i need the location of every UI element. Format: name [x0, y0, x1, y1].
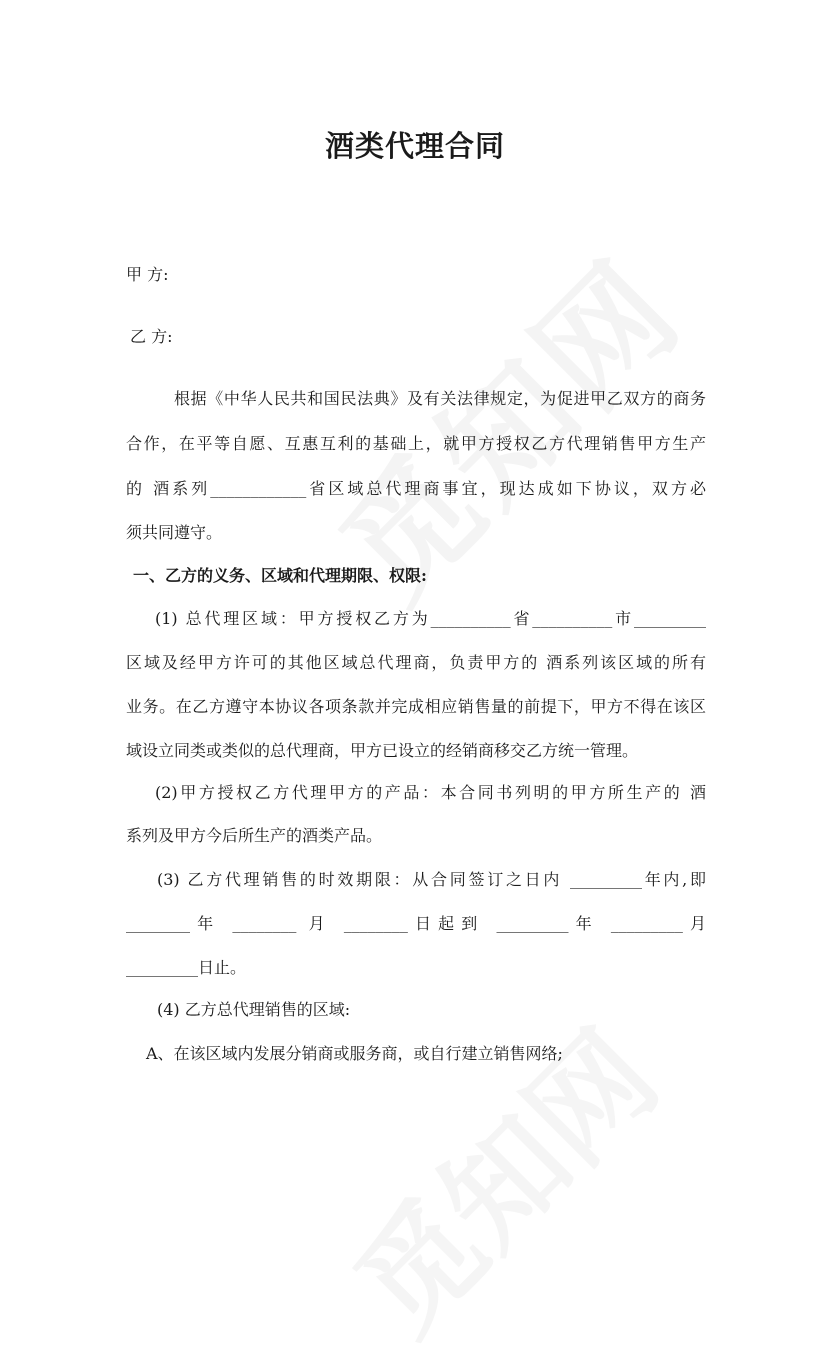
clause-1-line-4: 域设立同类或类似的总代理商，甲方已设立的经销商移交乙方统一管理。: [126, 741, 639, 760]
clause-1-line-2: 区域及经甲方许可的其他区域总代理商，负责甲方的 酒系列该区域的所有: [126, 653, 706, 672]
clause-2-line-1: (2)甲方授权乙方代理甲方的产品：本合同书列明的甲方所生产的 酒: [155, 783, 706, 802]
preamble-line-3: 的 酒系列____________省区域总代理商事宜，现达成如下协议，双方必: [126, 479, 706, 498]
section-1-heading: 一、乙方的义务、区域和代理期限、权限:: [133, 566, 427, 585]
clause-4-item-a: A、在该区域内发展分销商或服务商，或自行建立销售网络;: [146, 1044, 563, 1063]
clause-1-line-1: (1) 总代理区域：甲方授权乙方为__________省__________市_________: [155, 609, 706, 628]
party-a-label: 甲 方:: [126, 265, 169, 284]
preamble-line-1: 根据《中华人民共和国民法典》及有关法律规定，为促进甲乙双方的商务: [174, 389, 706, 408]
party-b-label: 乙 方:: [130, 327, 173, 346]
clause-3-line-3: _________日止。: [126, 958, 247, 977]
clause-2-line-2: 系列及甲方今后所生产的酒类产品。: [126, 826, 383, 845]
clause-4-heading: (4) 乙方总代理销售的区域:: [157, 1000, 351, 1019]
preamble-line-2: 合作，在平等自愿、互惠互利的基础上，就甲方授权乙方代理销售甲方生产: [126, 434, 706, 453]
contract-title: 酒类代理合同: [324, 129, 505, 163]
preamble-line-4: 须共同遵守。: [126, 523, 223, 542]
clause-3-line-2: ________年 ________ 月 ________日起到 _________年 _________月: [126, 914, 706, 933]
clause-3-line-1: (3) 乙方代理销售的时效期限：从合同签订之日内 _________年内,即: [157, 870, 706, 889]
clause-1-line-3: 业务。在乙方遵守本协议各项条款并完成相应销售量的前提下，甲方不得在该区: [126, 697, 706, 716]
